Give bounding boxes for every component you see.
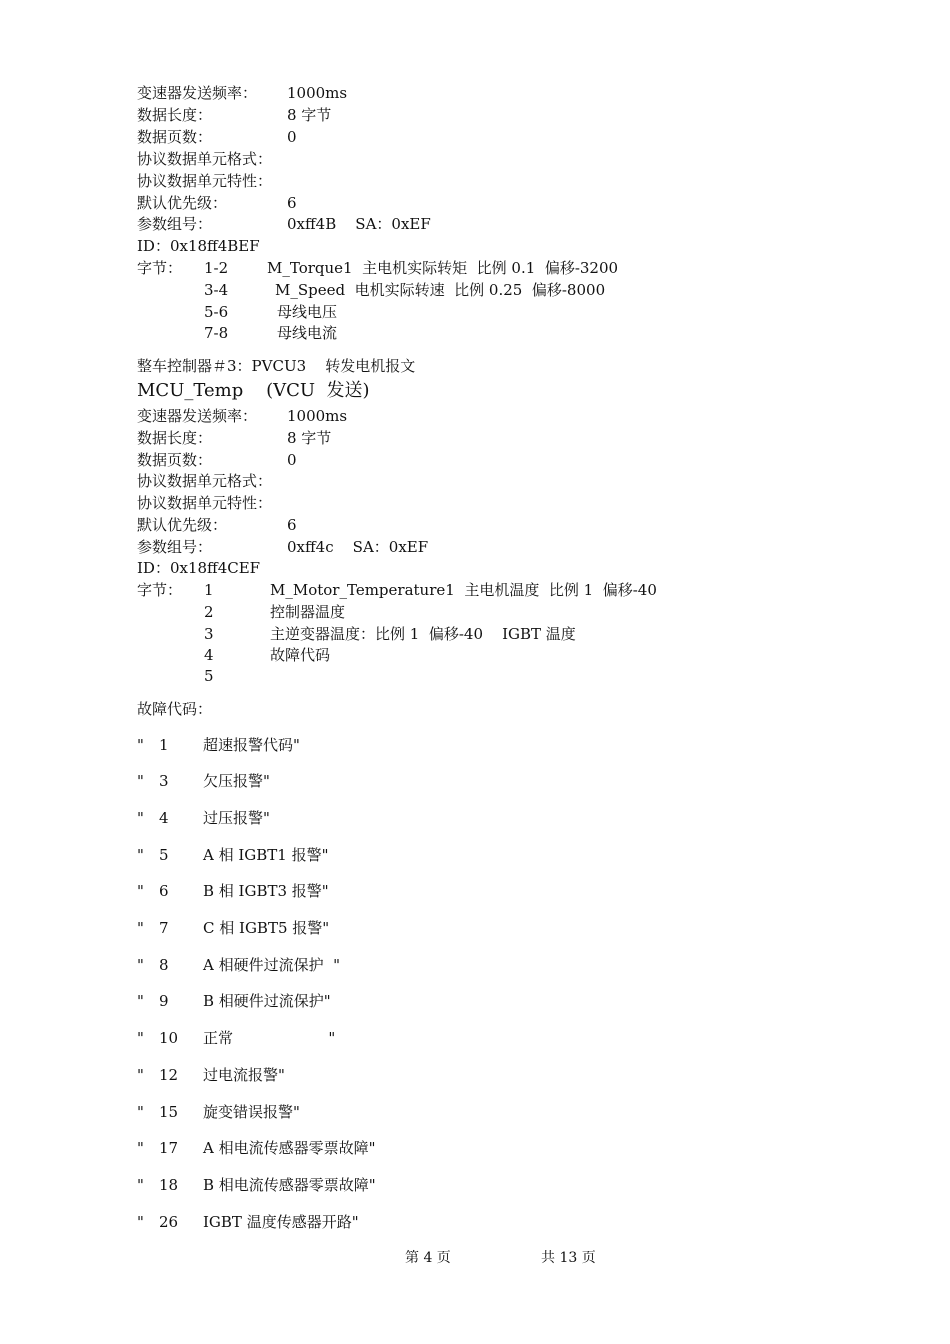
row-key: 变速器发送频率：: [137, 84, 258, 102]
s2-byte-row: [0, 601, 950, 623]
row-value: 0xff4c SA：0xEF: [287, 538, 429, 556]
fault-description: 旋变错误报警": [203, 1103, 300, 1121]
fault-description: 过压报警": [203, 809, 270, 827]
fault-description: B 相硬件过流保护": [203, 992, 331, 1010]
fault-item: [137, 1101, 837, 1123]
fault-description: C 相 IGBT5 报警": [203, 919, 330, 937]
row-value: 0: [287, 451, 297, 469]
total-pages: 共 13 页: [541, 1250, 596, 1266]
s2-byte-row: [0, 665, 950, 687]
row-key: 协议数据单元格式：: [137, 150, 273, 168]
fault-item: [137, 990, 837, 1012]
quote-mark: ": [137, 1213, 144, 1231]
row-value: 6: [287, 194, 297, 212]
s2-row-freq: [137, 405, 347, 427]
fault-item: [137, 917, 837, 939]
byte-description: 母线电压: [277, 303, 338, 321]
quote-mark: ": [137, 1103, 144, 1121]
fault-description: IGBT 温度传感器开路": [203, 1213, 359, 1231]
row-value: 0: [287, 128, 297, 146]
s1-row-pages: [137, 126, 297, 148]
fault-code: 7: [159, 919, 169, 937]
s2-row-pgn: [137, 536, 428, 558]
byte-description: 控制器温度: [270, 603, 346, 621]
fault-code: 18: [159, 1176, 179, 1194]
fault-description: A 相电流传感器零票故障": [203, 1139, 376, 1157]
byte-description: 母线电流: [277, 324, 338, 342]
row-value: 6: [287, 516, 297, 534]
quote-mark: ": [137, 1066, 144, 1084]
byte-number: 5: [204, 667, 214, 685]
byte-number: 1: [204, 581, 214, 599]
byte-description: M_Motor_Temperature1 主电机温度 比例 1 偏移-40: [270, 581, 657, 599]
fault-code: 10: [159, 1029, 179, 1047]
fault-code: 8: [159, 956, 169, 974]
fault-code: 4: [159, 809, 169, 827]
fault-item: [137, 1174, 837, 1196]
s1-row-priority: [137, 192, 297, 214]
quote-mark: ": [137, 1176, 144, 1194]
byte-number: 4: [204, 646, 214, 664]
row-key: 数据页数：: [137, 451, 213, 469]
fault-item: [137, 770, 837, 792]
s2-row-length: [137, 427, 331, 449]
s2-bytes-label: 字节：: [137, 581, 183, 599]
byte-description: M_Torque1 主电机实际转矩 比例 0.1 偏移-3200: [267, 259, 619, 277]
fault-description: 欠压报警": [203, 772, 270, 790]
row-key: 数据长度：: [137, 429, 213, 447]
s2-id: ID：0x18ff4CEF: [137, 559, 261, 577]
s1-byte-row: [0, 257, 950, 279]
row-value: 8 字节: [287, 429, 332, 447]
row-key: 数据长度：: [137, 106, 213, 124]
s1-row-freq: [137, 82, 347, 104]
fault-code: 1: [159, 736, 169, 754]
fault-item: [137, 1211, 837, 1233]
quote-mark: ": [137, 919, 144, 937]
fault-item: [137, 1137, 837, 1159]
row-key: 默认优先级：: [137, 194, 228, 212]
row-value: 0xff4B SA：0xEF: [287, 215, 431, 233]
byte-number: 5-6: [204, 303, 229, 321]
s2-byte-row: [0, 644, 950, 666]
s1-byte-row: [0, 301, 950, 323]
s2-byte-row: [0, 623, 950, 645]
row-key: 默认优先级：: [137, 516, 228, 534]
fault-description: 过电流报警": [203, 1066, 285, 1084]
quote-mark: ": [137, 846, 144, 864]
row-key: 数据页数：: [137, 128, 213, 146]
row-key: 协议数据单元特性：: [137, 172, 273, 190]
byte-number: 3: [204, 625, 214, 643]
row-key: 协议数据单元特性：: [137, 494, 273, 512]
quote-mark: ": [137, 1029, 144, 1047]
quote-mark: ": [137, 882, 144, 900]
row-value: 1000ms: [287, 84, 348, 102]
s2-row-pdu-format: [137, 470, 287, 492]
fault-code: 15: [159, 1103, 179, 1121]
byte-description: M_Speed 电机实际转速 比例 0.25 偏移-8000: [275, 281, 606, 299]
fault-code: 6: [159, 882, 169, 900]
fault-description: A 相 IGBT1 报警": [203, 846, 329, 864]
fault-description: 正常 ": [203, 1029, 336, 1047]
fault-code: 12: [159, 1066, 179, 1084]
row-value: 1000ms: [287, 407, 348, 425]
s1-row-pgn: [137, 213, 431, 235]
row-key: 变速器发送频率：: [137, 407, 258, 425]
fault-item: [137, 1064, 837, 1086]
row-key: 参数组号：: [137, 215, 213, 233]
quote-mark: ": [137, 809, 144, 827]
quote-mark: ": [137, 772, 144, 790]
fault-item: [137, 734, 837, 756]
s1-bytes-label: 字节：: [137, 259, 183, 277]
fault-description: B 相电流传感器零票故障": [203, 1176, 376, 1194]
s1-byte-row: [0, 279, 950, 301]
quote-mark: ": [137, 1139, 144, 1157]
byte-number: 1-2: [204, 259, 229, 277]
row-key: 协议数据单元格式：: [137, 472, 273, 490]
fault-item: [137, 1027, 837, 1049]
message-name: MCU_Temp (VCU 发送): [137, 380, 370, 401]
quote-mark: ": [137, 736, 144, 754]
s2-row-priority: [137, 514, 297, 536]
fault-code: 5: [159, 846, 169, 864]
fault-description: 超速报警代码": [203, 736, 300, 754]
fault-code: 17: [159, 1139, 179, 1157]
byte-description: 故障代码: [270, 646, 331, 664]
section-heading: 整车控制器＃3：PVCU3 转发电机报文: [137, 357, 416, 375]
fault-item: [137, 880, 837, 902]
fault-description: A 相硬件过流保护 ": [203, 956, 341, 974]
s1-byte-row: [0, 322, 950, 344]
fault-code: 9: [159, 992, 169, 1010]
byte-number: 2: [204, 603, 214, 621]
s1-row-pdu-format: [137, 148, 287, 170]
quote-mark: ": [137, 992, 144, 1010]
quote-mark: ": [137, 956, 144, 974]
byte-number: 3-4: [204, 281, 229, 299]
page-number: 第 4 页: [405, 1250, 451, 1266]
fault-item: [137, 954, 837, 976]
s1-row-length: [137, 104, 331, 126]
fault-description: B 相 IGBT3 报警": [203, 882, 329, 900]
byte-description: 主逆变器温度：比例 1 偏移-40 IGBT 温度: [270, 625, 576, 643]
row-key: 参数组号：: [137, 538, 213, 556]
s1-id: ID：0x18ff4BEF: [137, 237, 260, 255]
row-value: 8 字节: [287, 106, 332, 124]
fault-item: [137, 807, 837, 829]
s2-row-pages: [137, 449, 297, 471]
byte-number: 7-8: [204, 324, 229, 342]
s1-row-pdu-specific: [137, 170, 287, 192]
fault-item: [137, 844, 837, 866]
s2-row-pdu-specific: [137, 492, 287, 514]
fault-code: 3: [159, 772, 169, 790]
s2-byte-row: [0, 579, 950, 601]
fault-codes-title: 故障代码：: [137, 700, 213, 718]
fault-code: 26: [159, 1213, 179, 1231]
